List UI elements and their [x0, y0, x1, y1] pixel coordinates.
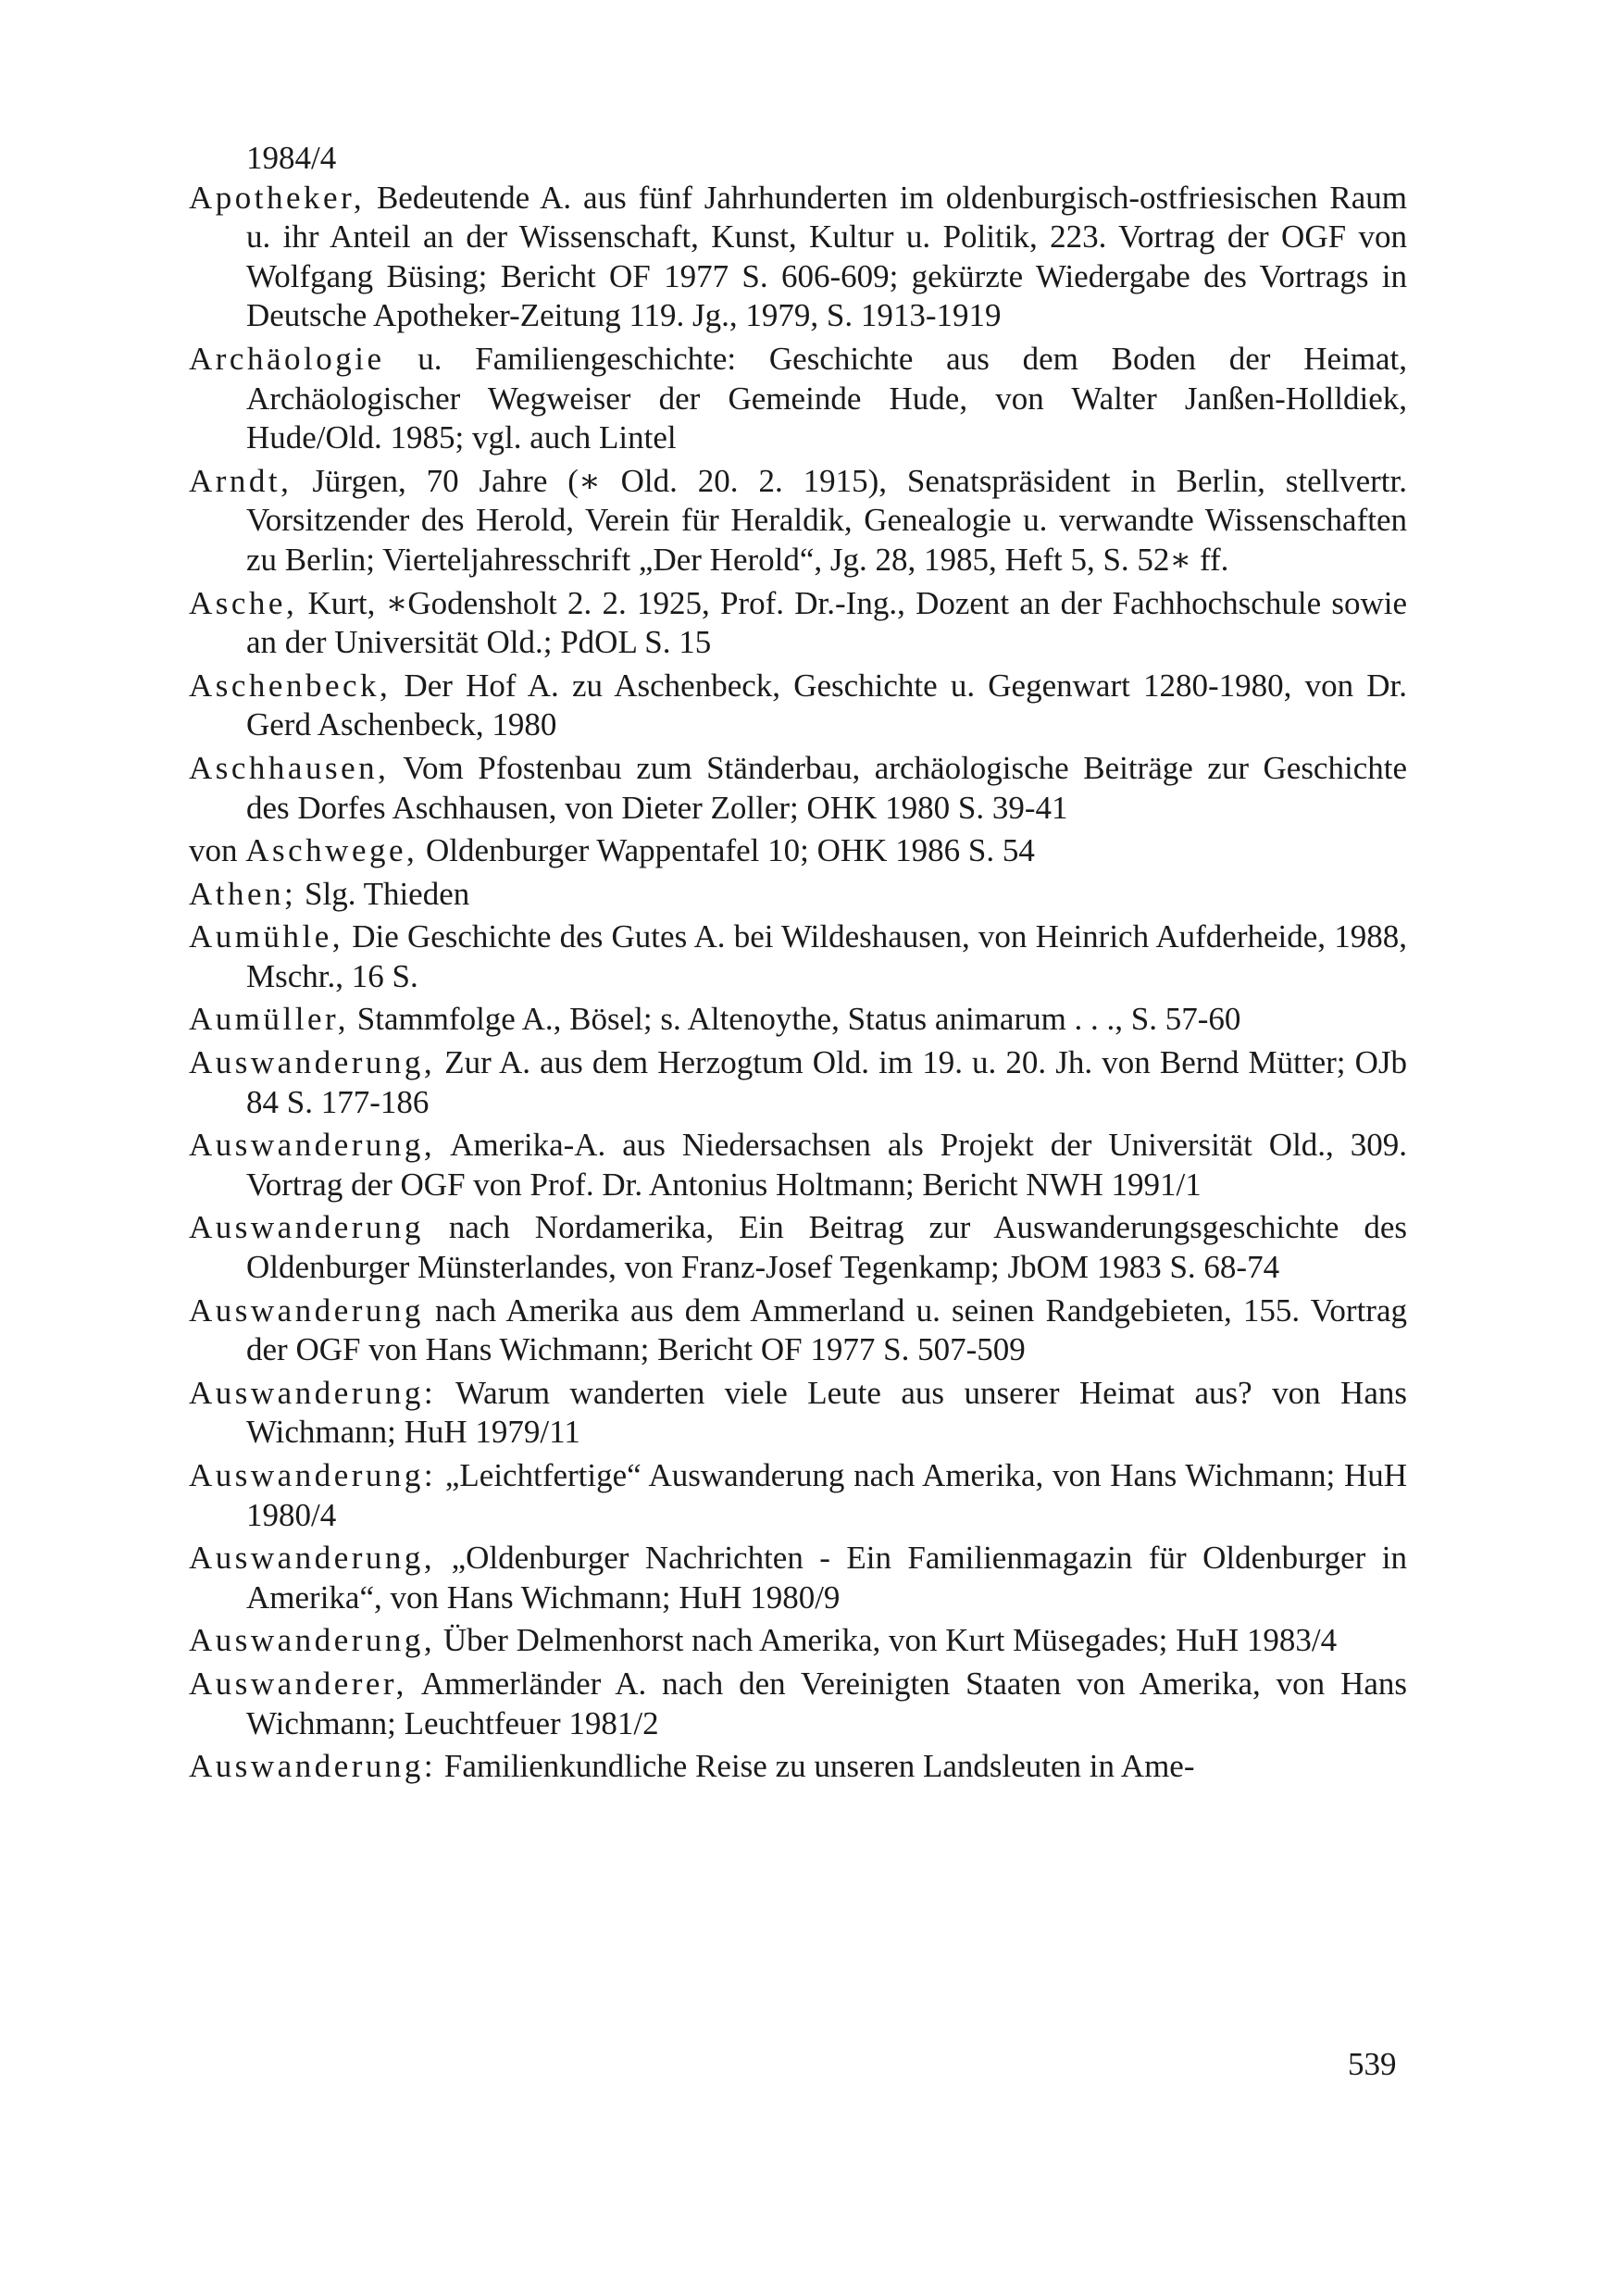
entry-keyword: Aschwege,: [245, 832, 418, 869]
index-entry: [189, 584, 1407, 663]
entry-keyword: Auswanderer,: [189, 1665, 407, 1702]
index-column: [189, 139, 1407, 1787]
entry-text: nach Nordamerika, Ein Beitrag zur Auswanderungsgeschichte des Oldenburger Münsterlandes, von Franz-Josef Tegenkamp; JbOM 1983 S. 68-74: [246, 1209, 1407, 1286]
entry-keyword: Auswanderung,: [189, 1127, 436, 1164]
index-entry: [189, 1539, 1407, 1617]
entry-keyword: Athen;: [189, 875, 297, 912]
entry-keyword: Aumühle,: [189, 918, 344, 955]
entry-text: Zur A. aus dem Herzogtum Old. im 19. u. 20. Jh. von Bernd Mütter; OJb 84 S. 177-186: [246, 1044, 1407, 1120]
entry-text: Jürgen, 70 Jahre (∗ Old. 20. 2. 1915), Senatspräsident in Berlin, stellvertr. Vorsitzender des Herold, Verein für Heraldik, Genealogie u. verwandte Wissenschaften zu Berlin; Vierteljahresschrift „Der Herold“, Jg. 28, 1985, Heft 5, S. 52∗ ff.: [246, 462, 1407, 578]
index-entry: [189, 1456, 1407, 1535]
index-entry: [189, 179, 1407, 336]
continuation-line: 1984/4: [246, 140, 337, 176]
entry-text: Stammfolge A., Bösel; s. Altenoythe, Status animarum . . ., S. 57-60: [349, 1001, 1241, 1038]
index-entry: [189, 1043, 1407, 1122]
index-entry: [189, 875, 1407, 915]
index-entry: [189, 831, 1407, 871]
entry-text: Über Delmenhorst nach Amerika, von Kurt Müsegades; HuH 1983/4: [435, 1622, 1338, 1659]
entry-keyword: Apotheker,: [189, 179, 366, 216]
entry-text: Ammerländer A. nach den Vereinigten Staaten von Amerika, von Hans Wichmann; Leuchtfeuer 1981/2: [246, 1665, 1407, 1741]
entry-keyword: Auswanderung:: [189, 1374, 437, 1411]
index-entry: [189, 1208, 1407, 1287]
entry-keyword: Aschhausen,: [189, 749, 390, 786]
entry-text: Amerika-A. aus Niedersachsen als Projekt der Universität Old., 309. Vortrag der OGF von Prof. Dr. Antonius Holtmann; Bericht NWH 1991/1: [246, 1127, 1407, 1203]
entry-list: [189, 179, 1407, 1787]
index-entry: [189, 1374, 1407, 1453]
index-entry: [189, 1621, 1407, 1661]
entry-keyword: Auswanderung,: [189, 1044, 436, 1081]
index-entry: [189, 749, 1407, 828]
entry-text: Vom Pfostenbau zum Ständerbau, archäologische Beiträge zur Geschichte des Dorfes Aschhausen, von Dieter Zoller; OHK 1980 S. 39-41: [246, 749, 1407, 826]
index-entry: [189, 1292, 1407, 1370]
entry-text: Warum wanderten viele Leute aus unserer Heimat aus? von Hans Wichmann; HuH 1979/11: [246, 1374, 1407, 1451]
index-entry: [189, 1000, 1407, 1040]
entry-keyword: Asche,: [189, 584, 298, 621]
entry-text: „Oldenburger Nachrichten - Ein Familienmagazin für Oldenburger in Amerika“, von Hans Wichmann; HuH 1980/9: [246, 1540, 1407, 1616]
index-entry: [189, 667, 1407, 745]
index-entry: [189, 1747, 1407, 1787]
index-entry: [189, 1126, 1407, 1204]
entry-text: Oldenburger Wappentafel 10; OHK 1986 S. 54: [417, 832, 1035, 869]
entry-keyword: Auswanderung,: [189, 1622, 436, 1659]
entry-text: Kurt, ∗Godensholt 2. 2. 1925, Prof. Dr.-Ing., Dozent an der Fachhochschule sowie an der Universität Old.; PdOL S. 15: [246, 584, 1407, 661]
entry-text: u. Familiengeschichte: Geschichte aus dem Boden der Heimat, Archäologischer Wegweiser der Gemeinde Hude, von Walter Janßen-Holldiek, Hude/Old. 1985; vgl. auch Lintel: [246, 340, 1407, 456]
index-entry: [189, 462, 1407, 580]
entry-keyword: Auswanderung:: [189, 1457, 437, 1493]
index-entry: [189, 1665, 1407, 1743]
entry-keyword: Auswanderung: [189, 1209, 424, 1246]
entry-text: Familienkundliche Reise zu unseren Landsleuten in Ame-: [436, 1748, 1195, 1785]
entry-text: Der Hof A. zu Aschenbeck, Geschichte u. Gegenwart 1280-1980, von Dr. Gerd Aschenbeck, 1980: [246, 667, 1407, 743]
entry-keyword: Auswanderung: [189, 1292, 424, 1329]
entry-keyword: Auswanderung:: [189, 1748, 437, 1785]
entry-keyword: Archäologie: [189, 340, 385, 377]
entry-text: Die Geschichte des Gutes A. bei Wildeshausen, von Heinrich Aufderheide, 1988, Mschr., 16 S.: [246, 918, 1407, 994]
entry-keyword: Arndt,: [189, 462, 293, 499]
entry-keyword: Auswanderung,: [189, 1540, 436, 1577]
entry-text: Bedeutende A. aus fünf Jahrhunderten im oldenburgisch-ostfriesischen Raum u. ihr Anteil an der Wissenschaft, Kunst, Kultur u. Politik, 223. Vortrag der OGF von Wolfgang Büsing; Bericht OF 1977 S. 606-609; gekürzte Wiedergabe des Vortrags in Deutsche Apotheker-Zeitung 119. Jg., 1979, S. 1913-1919: [246, 179, 1407, 334]
entry-keyword: Aschenbeck,: [189, 667, 392, 704]
entry-keyword: Aumüller,: [189, 1001, 349, 1038]
index-entry: [189, 917, 1407, 996]
entry-text: „Leichtfertige“ Auswanderung nach Amerika, von Hans Wichmann; HuH 1980/4: [246, 1457, 1407, 1533]
entry-text: nach Amerika aus dem Ammerland u. seinen Randgebieten, 155. Vortrag der OGF von Hans Wichmann; Bericht OF 1977 S. 507-509: [246, 1292, 1407, 1368]
page-number: 539: [1348, 2046, 1397, 2082]
entry-prefix: von: [189, 832, 246, 869]
index-entry: [189, 340, 1407, 458]
entry-text: Slg. Thieden: [296, 875, 470, 912]
